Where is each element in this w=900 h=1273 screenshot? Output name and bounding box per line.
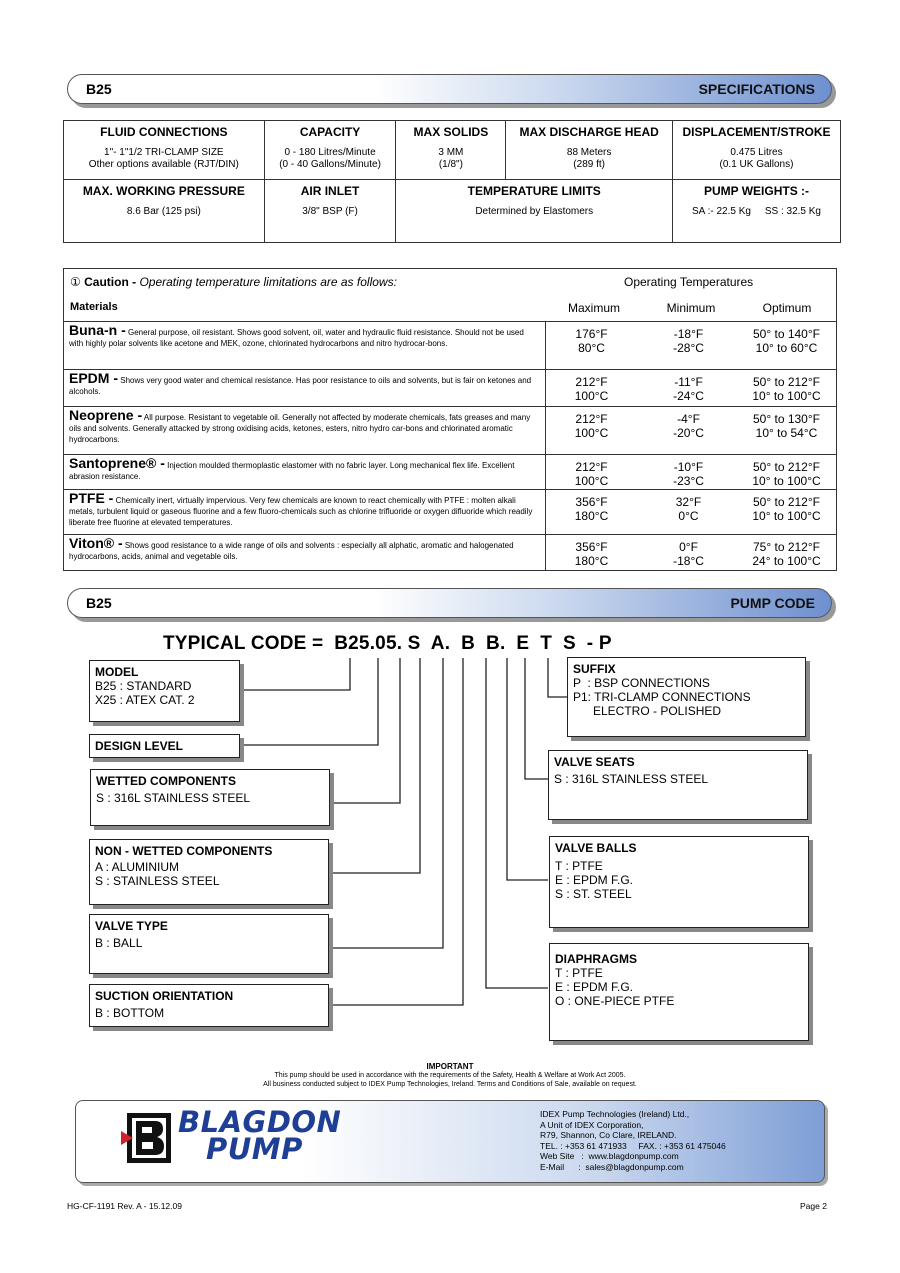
box-line: P : BSP CONNECTIONS	[573, 676, 710, 690]
material-name: EPDM -	[69, 370, 118, 386]
address-line: IDEX Pump Technologies (Ireland) Ltd.,	[540, 1109, 690, 1119]
box-line: S : STAINLESS STEEL	[95, 874, 220, 888]
weight-sa: SA :- 22.5 Kg	[692, 206, 751, 217]
box-line: E : EPDM F.G.	[555, 980, 634, 994]
material-text: All purpose. Resistant to vegetable oil. Generally not affected by moderate chemicals, fats greases and many oils and solvents. Generally attacked by strong oxidising acids, ketones, esters, nitro hydro car-bons and chlorinated aromatic hydrocarbons.	[69, 413, 531, 444]
box-line: O : ONE-PIECE PTFE	[555, 994, 675, 1008]
opt-temp: 75° to 212°F 24° to 100°C	[752, 540, 821, 568]
min-temp: 0°F -18°C	[673, 540, 704, 568]
spec-value: Other options available (RJT/DIN)	[88, 159, 239, 170]
blagdon-logo-icon	[121, 1111, 173, 1165]
material-text: General purpose, oil resistant. Shows good solvent, oil, water and hydraulic fluid resistance. Should not be used with highly polar solvents like acetone and MEK, ozone, chlorinated hydrocarbons and nitro hydrocar-bons.	[69, 328, 524, 348]
address-line: Web Site : www.blagdonpump.com	[540, 1151, 679, 1161]
important-title: IMPORTANT	[426, 1062, 474, 1071]
max-temp: 212°F 100°C	[574, 460, 609, 488]
box-line: B : BOTTOM	[95, 1006, 165, 1020]
box-title: VALVE BALLS	[555, 841, 637, 855]
typical-code: TYPICAL CODE = B25.05. S A. B B. E T S - P	[163, 633, 612, 654]
spec-value: Determined by Elastomers	[475, 206, 594, 217]
box-line: T : PTFE	[555, 966, 603, 980]
model-box	[89, 660, 240, 722]
box-title: WETTED COMPONENTS	[96, 774, 236, 788]
logo-word-1: BLAGDON	[178, 1105, 342, 1139]
spec-header: DISPLACEMENT/STROKE	[682, 125, 831, 139]
min-temp: -18°F -28°C	[673, 327, 704, 355]
spec-value: 3/8" BSP (F)	[302, 206, 358, 217]
max-temp: 212°F 100°C	[574, 375, 609, 403]
spec-header: MAX. WORKING PRESSURE	[82, 184, 245, 198]
material-text: Chemically inert, virtually impervious. Very few chemicals are known to react chemically with PTFE : molten alkali metals, turbulent liquid or gaseous fluorine and a few fluoro-chemicals such as chlorine trifluoride or oxygen difluoride which readily liberate free fluorine at elevated temperatures.	[69, 496, 533, 527]
box-title: DESIGN LEVEL	[95, 739, 184, 753]
spec-value: 88 Meters	[566, 147, 612, 158]
box-title: DIAPHRAGMS	[555, 952, 638, 966]
spec-value: 0 - 180 Litres/Minute	[284, 147, 376, 158]
material-name: Neoprene -	[69, 407, 143, 423]
design-level-box	[89, 734, 240, 758]
materials-header: Materials	[70, 301, 118, 313]
material-name: Santoprene® -	[69, 455, 165, 471]
address-line: TEL. : +353 61 471933 FAX. : +353 61 475046	[540, 1140, 726, 1151]
max-temp: 212°F 100°C	[574, 412, 609, 440]
maximum-header: Maximum	[567, 301, 620, 315]
min-temp: -10°F -23°C	[673, 460, 704, 488]
max-temp: 176°F 80°C	[575, 327, 608, 355]
document-reference: HG-CF-1191 Rev. A - 15.12.09	[67, 1201, 182, 1211]
important-notice	[0, 1062, 900, 1089]
spec-value: (1/8")	[438, 159, 463, 170]
spec-value: 8.6 Bar (125 psi)	[126, 206, 201, 217]
weight-ss: SS : 32.5 Kg	[764, 206, 821, 217]
spec-header: FLUID CONNECTIONS	[100, 125, 228, 139]
box-line: S : ST. STEEL	[555, 887, 632, 901]
box-line: A : ALUMINIUM	[95, 860, 180, 874]
min-temp: 32°F 0°C	[675, 495, 702, 523]
blagdon-pump-logo	[178, 1105, 342, 1166]
page-number: Page 2	[800, 1201, 827, 1211]
banner-section-title: SPECIFICATIONS	[698, 81, 815, 97]
min-temp: -11°F -24°C	[673, 375, 704, 403]
box-title: SUCTION ORIENTATION	[95, 989, 234, 1003]
spec-header: PUMP WEIGHTS :-	[703, 184, 810, 198]
box-line: B : BALL	[95, 936, 143, 950]
material-text: Shows very good water and chemical resistance. Has poor resistance to oils and solvents, but is fair on ketones and alcohols.	[69, 376, 532, 396]
max-temp: 356°F 180°C	[574, 540, 609, 568]
box-title: VALVE TYPE	[95, 919, 168, 933]
spec-header: MAX SOLIDS	[413, 125, 489, 139]
box-line: ELECTRO - POLISHED	[573, 704, 722, 718]
spec-value: 3 MM	[438, 147, 464, 158]
spec-value: (289 ft)	[573, 159, 605, 170]
material-name: PTFE -	[69, 490, 114, 506]
spec-header: CAPACITY	[299, 125, 361, 139]
operating-temperatures-title: Operating Temperatures	[624, 275, 754, 289]
suffix-box	[567, 657, 806, 737]
logo-word-2: PUMP	[206, 1132, 303, 1166]
box-line: S : 316L STAINLESS STEEL	[96, 791, 251, 805]
valve-seats-box	[548, 750, 808, 820]
address-line: E-Mail : sales@blagdonpump.com	[540, 1161, 684, 1172]
box-title: NON - WETTED COMPONENTS	[95, 844, 273, 858]
banner-section-title: PUMP CODE	[730, 595, 815, 611]
box-line: X25 : ATEX CAT. 2	[95, 693, 195, 707]
material-text: Injection moulded thermoplastic elastomer with no fabric layer. Long mechanical flex life. Excellent abrasion resistance.	[69, 461, 515, 481]
max-temp: 356°F 180°C	[574, 495, 609, 523]
address-line: R79, Shannon, Co Clare, IRELAND.	[540, 1130, 677, 1140]
spec-value: 0.475 Litres	[730, 147, 783, 158]
suction-orientation-box	[89, 984, 329, 1027]
box-title: VALVE SEATS	[554, 755, 635, 769]
important-line: This pump should be used in accordance with the requirements of the Safety, Health & Welfare at Work Act 2005.	[274, 1072, 626, 1079]
spec-value: (0 - 40 Gallons/Minute)	[279, 159, 381, 170]
box-line: P1: TRI-CLAMP CONNECTIONS	[573, 690, 751, 704]
box-line: T : PTFE	[555, 859, 603, 873]
box-line: E : EPDM F.G.	[555, 873, 634, 887]
spec-header: TEMPERATURE LIMITS	[467, 184, 601, 198]
spec-header: AIR INLET	[300, 184, 360, 198]
opt-temp: 50° to 212°F 10° to 100°C	[752, 460, 821, 488]
caution-icon: ①	[70, 275, 81, 289]
spec-value: (0.1 UK Gallons)	[719, 159, 794, 170]
opt-temp: 50° to 212°F 10° to 100°C	[752, 495, 821, 523]
banner-model: B25	[86, 595, 112, 611]
material-name: Buna-n -	[69, 322, 126, 338]
diaphragms-box	[549, 943, 809, 1041]
opt-temp: 50° to 140°F 10° to 60°C	[753, 327, 820, 355]
opt-temp: 50° to 130°F 10° to 54°C	[753, 412, 820, 440]
non-wetted-components-box	[89, 839, 329, 905]
address-line: A Unit of IDEX Corporation,	[540, 1119, 644, 1130]
caution-label: Caution -	[84, 275, 137, 289]
valve-type-box	[89, 914, 329, 974]
spec-header: MAX DISCHARGE HEAD	[519, 125, 659, 139]
material-name: Viton® -	[69, 535, 123, 551]
box-line: S : 316L STAINLESS STEEL	[554, 772, 709, 786]
minimum-header: Minimum	[666, 301, 716, 315]
valve-balls-box	[549, 836, 809, 928]
banner-model: B25	[86, 81, 112, 97]
wetted-components-box	[90, 769, 330, 826]
box-title: MODEL	[95, 665, 139, 679]
spec-value: 1"- 1"1/2 TRI-CLAMP SIZE	[104, 147, 224, 158]
material-text: Shows good resistance to a wide range of oils and solvents : especially all alphatic, aromatic and halogenated hydrocarbons, acids, animal and vegetable oils.	[69, 541, 514, 561]
important-line: All business conducted subject to IDEX Pump Technologies, Ireland. Terms and Conditions of Sale, available on request.	[263, 1081, 637, 1088]
min-temp: -4°F -20°C	[673, 412, 704, 440]
optimum-header: Optimum	[762, 301, 812, 315]
box-title: SUFFIX	[573, 662, 616, 676]
company-address	[540, 1109, 726, 1172]
caution-text: Operating temperature limitations are as follows:	[139, 275, 397, 289]
box-line: B25 : STANDARD	[95, 679, 192, 693]
footer-band	[75, 1100, 825, 1183]
opt-temp: 50° to 212°F 10° to 100°C	[752, 375, 821, 403]
